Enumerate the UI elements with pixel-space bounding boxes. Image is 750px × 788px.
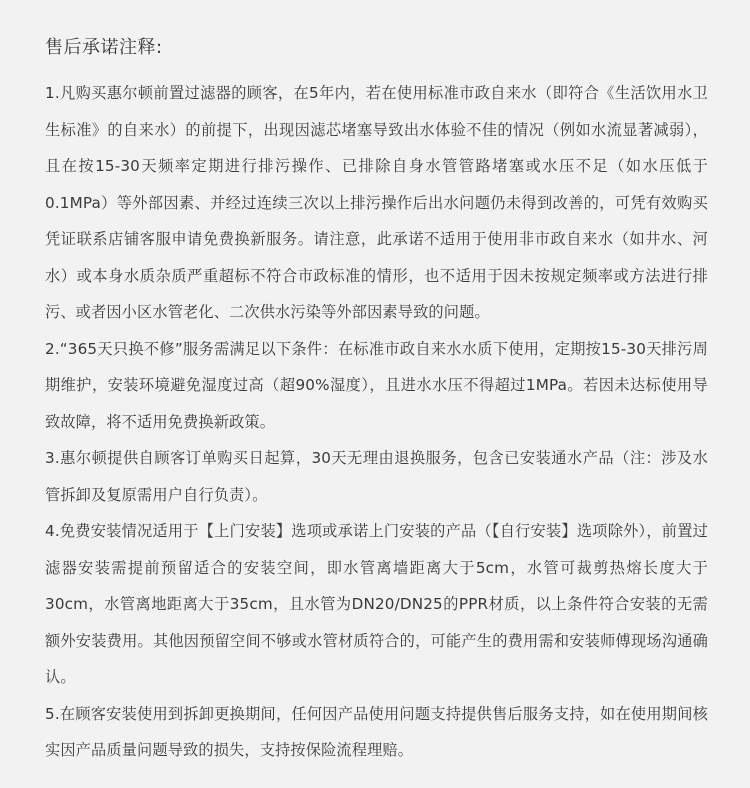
clause-3-30-day-return: 3.惠尔顿提供自顾客订单购买日起算，30天无理由退换服务，包含已安装通水产品（注：涉及水管拆卸及复原需用户自行负责）。	[45, 449, 708, 504]
clause-2-365-day-exchange: 2.“365天只换不修”服务需满足以下条件：在标准市政自来水水质下使用，定期按15-30天排污周期维护，安装环境避免湿度过高（超90%湿度），且进水水压不得超过1MPa。若因未达标使用导致故障，将不适用免费换新政策。	[45, 339, 708, 431]
page-title: 售后承诺注释:	[45, 37, 163, 58]
clause-1-filter-replacement: 1.凡购买惠尔顿前置过滤器的顾客，在5年内，若在使用标准市政自来水（即符合《生活饮用水卫生标准》的自来水）的前提下，出现因滤芯堵塞导致出水体验不佳的情况（例如水流显著减弱），且在按15-30天频率定期进行排污操作、已排除自身水管管路堵塞或水压不足（如水压低于0.1MPa）等外部因素、并经过连续三次以上排污操作后出水问题仍未得到改善的，可凭有效购买凭证联系店铺客服申请免费换新服务。请注意，此承诺不适用于使用非市政自来水（如井水、河水）或本身水质杂质严重超标不符合市政标准的情形，也不适用于因未按规定频率或方法进行排污、或者因小区水管老化、二次供水污染等外部因素导致的问题。	[45, 84, 708, 321]
clause-5-after-sales-support: 5.在顾客安装使用到拆卸更换期间，任何因产品使用问题支持提供售后服务支持，如在使用期间核实因产品质量问题导致的损失，支持按保险流程理赔。	[45, 704, 708, 759]
clause-4-free-installation: 4.免费安装情况适用于【上门安装】选项或承诺上门安装的产品（【自行安装】选项除外），前置过滤器安装需提前预留适合的安装空间，即水管离墙距离大于5cm，水管可裁剪热熔长度大于30cm，水管离地距离大于35cm，且水管为DN20/DN25的PPR材质，以上条件符合安装的无需额外安装费用。其他因预留空间不够或水管材质符合的，可能产生的费用需和安装师傅现场沟通确认。	[45, 522, 708, 686]
